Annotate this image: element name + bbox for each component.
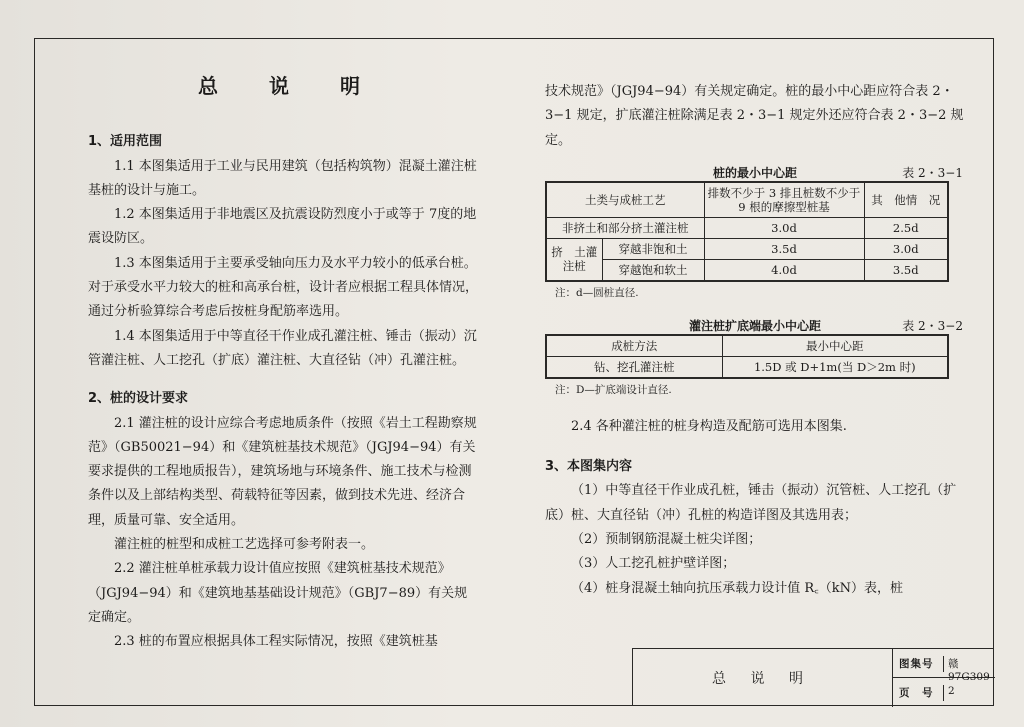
list-item: （1）中等直径干作业成孔桩，锤击（振动）沉管桩、人工挖孔（扩底）桩、大直径钻（冲）孔桩的构造详图及其选用表； — [545, 483, 957, 523]
section-3-heading: 3、本图集内容 — [545, 459, 633, 475]
paragraph-2-1: 2.1 灌注桩的设计应综合考虑地质条件（按照《岩土工程勘察规范》（GB50021−94）和《建筑桩基技术规范》（JGJ94−94）有关要求提供的工程地质报告），建筑场地与环境条件、施工技术与检测条件以及上部结构类型、荷载特征等因素，做到技术先进、经济合理，质量可靠、安全适用。 — [88, 415, 477, 528]
paragraph-1-3: 1.3 本图集适用于主要承受轴向压力及水平力较小的低承台桩。对于承受水平力较大的桩和高承台桩，设计者应根据工程具体情况，通过分析验算综合考虑后按桩身配筋率选用。 — [88, 255, 479, 320]
table-2-title: 灌注桩扩底端最小中心距 — [688, 318, 821, 333]
title-block — [632, 648, 994, 706]
title-block-atlas-row — [893, 649, 995, 683]
paragraph-2-2: 2.2 灌注桩单桩承载力设计值应按照《建筑桩基技术规范》（JGJ94−94）和《建筑地基基础设计规范》（GBJ7−89）有关规定确定。 — [88, 561, 468, 625]
title-block-name: 总 说 明 — [633, 649, 893, 707]
right-column — [545, 80, 965, 601]
table-1-title: 桩的最小中心距 — [712, 165, 797, 180]
table-row — [546, 356, 948, 378]
table-cell: 4.0d — [704, 259, 864, 281]
page-number-label: 页 号 — [899, 687, 934, 699]
table-cell: 3.0d — [704, 217, 864, 238]
page-title: 总 说 明 — [198, 74, 382, 98]
table-cell: 3.5d — [704, 238, 864, 259]
table-cell: 穿越饱和软土 — [602, 259, 704, 281]
table-2-caption — [545, 314, 965, 334]
list-item: （2）预制钢筋混凝土桩尖详图； — [571, 532, 762, 548]
table-row — [546, 182, 948, 218]
table-cell: 穿越非饱和土 — [602, 238, 704, 259]
atlas-number-label: 图集号 — [899, 658, 934, 670]
table-cell: 3.5d — [864, 259, 948, 281]
table-cell: 非挤土和部分挤土灌注桩 — [546, 217, 704, 238]
paragraph-2-4: 2.4 各种灌注桩的桩身构造及配筋可选用本图集. — [571, 418, 847, 434]
title-block-page-row — [893, 678, 995, 707]
table-row — [546, 238, 948, 259]
paragraph-1-2: 1.2 本图集适用于非地震区及抗震设防烈度小于或等于 7度的地震设防区。 — [88, 207, 477, 247]
section-2-heading: 2、桩的设计要求 — [88, 391, 189, 407]
table-cell: 3.0d — [864, 238, 948, 259]
table-group-cell: 挤 土灌注桩 — [546, 238, 602, 281]
table-1-caption — [545, 161, 965, 181]
table-2-number: 表 2・3−2 — [902, 318, 963, 333]
table-header-cell: 排数不少于 3 排且桩数不少于 9 根的摩擦型桩基 — [704, 182, 864, 218]
table-row — [546, 217, 948, 238]
table-cell: 钻、挖孔灌注桩 — [546, 356, 722, 378]
paragraph-2-3: 2.3 桩的布置应根据具体工程实际情况，按照《建筑桩基 — [114, 634, 438, 650]
table-min-center-distance — [545, 181, 949, 282]
table-header-cell: 其 他情 况 — [864, 182, 948, 218]
paragraph-1-1: 1.1 本图集适用于工业与民用建筑（包括构筑物）混凝土灌注桩基桩的设计与施工。 — [88, 158, 477, 198]
left-column — [88, 70, 480, 655]
paragraph-2-1b: 灌注桩的桩型和成桩工艺选择可参考附表一。 — [114, 537, 375, 553]
section-1-heading: 1、适用范围 — [88, 134, 163, 150]
table-header-cell: 成桩方法 — [546, 335, 722, 357]
table-1-number: 表 2・3−1 — [902, 165, 963, 180]
table-header-cell: 土类与成桩工艺 — [546, 182, 704, 218]
table-2-note: 注：D—扩底端设计直径. — [555, 383, 672, 396]
table-cell: 2.5d — [864, 217, 948, 238]
continued-paragraph: 技术规范》（JGJ94−94）有关规定确定。桩的最小中心距应符合表 2・3−1 规定，扩底灌注桩除满足表 2・3−1 规定外还应符合表 2・3−2 规定。 — [545, 84, 964, 148]
table-1-note: 注：d—圆桩直径. — [555, 286, 639, 299]
table-bell-end-center-distance — [545, 334, 949, 379]
atlas-number-value: 赣 97G309 — [943, 656, 995, 672]
list-item: （3）人工挖孔桩护壁详图； — [571, 556, 736, 572]
table-header-cell: 最小中心距 — [722, 335, 948, 357]
table-row — [546, 259, 948, 281]
list-item: （4）桩身混凝土轴向抗压承载力设计值 R꜀（kN）表，桩 — [571, 580, 903, 596]
page-number-value: 2 — [943, 685, 955, 701]
table-cell: 1.5D 或 D+1m(当 D＞2m 时) — [722, 356, 948, 378]
paragraph-1-4: 1.4 本图集适用于中等直径干作业成孔灌注桩、锤击（振动）沉管灌注桩、人工挖孔（扩底）灌注桩、大直径钻（冲）孔灌注桩。 — [88, 328, 477, 368]
